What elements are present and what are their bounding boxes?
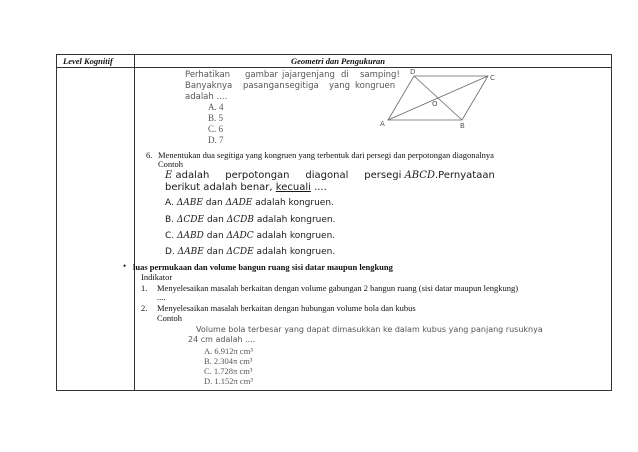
center-label-o: O xyxy=(432,100,438,108)
question-line-1 xyxy=(165,170,495,181)
column-divider xyxy=(134,55,135,390)
q-word: samping! xyxy=(360,70,400,80)
vertex-label-a: A xyxy=(380,120,385,128)
q-line: adalah .... xyxy=(185,92,228,102)
square-name: ABCD xyxy=(404,170,435,181)
question-text: adalah perpotongan diagonal persegi xyxy=(175,170,402,181)
q-word: gambar xyxy=(245,70,278,80)
question-text: berikut adalah benar, xyxy=(165,182,273,193)
option-b: B. ΔCDE dan ΔCDB adalah kongruen. xyxy=(165,215,336,225)
option-d: D. 7 xyxy=(208,135,224,145)
question-line-1: Volume bola terbesar yang dapat dimasukkan ke dalam kubus yang panjang rusuknya xyxy=(196,325,543,334)
item-number: 1. xyxy=(141,283,148,293)
option-b: B. 2.304π cm³ xyxy=(204,356,253,366)
q-word: segitiga xyxy=(285,81,319,91)
item-continuation: .... xyxy=(157,292,166,302)
item-number: 6. xyxy=(146,150,153,160)
q-word: pasangan xyxy=(243,81,285,91)
point-e: E xyxy=(165,170,173,181)
item-text: Menyelesaikan masalah berkaitan dengan hubungan volume bola dan kubus xyxy=(157,303,416,313)
contoh-label: Contoh xyxy=(157,313,183,323)
q-word: Banyaknya xyxy=(185,81,233,91)
indikator-label: Indikator xyxy=(141,272,173,282)
question-line-2 xyxy=(165,182,327,193)
q-word: di xyxy=(341,70,349,80)
item-number: 2. xyxy=(141,303,148,313)
question-text-end: .Pernyataan xyxy=(434,170,495,181)
q-word: Perhatikan xyxy=(185,70,231,80)
item-text: Menentukan dua segitiga yang kongruen yang terbentuk dari persegi dan perpotongan diagonalnya xyxy=(158,150,494,160)
vertex-label-b: B xyxy=(460,122,465,130)
vertex-label-c: C xyxy=(490,74,495,82)
option-a: A. 4 xyxy=(208,102,224,112)
vertex-label-d: D xyxy=(410,68,416,76)
ellipsis: .... xyxy=(314,182,327,193)
parallelogram-figure xyxy=(372,66,502,130)
bullet: • xyxy=(123,261,127,271)
header-geometri: Geometri dan Pengukuran xyxy=(291,56,385,66)
q-word: jajargenjang xyxy=(282,70,335,80)
option-d: D. ΔABE dan ΔCDE adalah kongruen. xyxy=(165,247,336,257)
option-c: C. ΔABD dan ΔADC adalah kongruen. xyxy=(165,231,336,241)
section-title: luas permukaan dan volume bangun ruang sisi datar maupun lengkung xyxy=(133,262,393,272)
option-c: C. 1.728π cm³ xyxy=(204,366,253,376)
option-c: C. 6 xyxy=(208,124,224,134)
contoh-label: Contoh xyxy=(158,159,184,169)
q-word: yang xyxy=(329,81,351,91)
header-divider xyxy=(57,67,611,68)
option-d: D. 1.152π cm³ xyxy=(204,376,253,386)
option-a: A. ΔABE dan ΔADE adalah kongruen. xyxy=(165,198,334,208)
item-text: Menyelesaikan masalah berkaitan dengan volume gabungan 2 bangun ruang (sisi datar maupun lengkung) xyxy=(157,283,519,293)
kecuali-word: kecuali xyxy=(275,182,311,193)
question-line-2: 24 cm adalah .... xyxy=(188,335,256,344)
option-b: B. 5 xyxy=(208,113,224,123)
header-level-kognitif: Level Kognitif xyxy=(63,56,113,66)
option-a: A. 6.912π cm³ xyxy=(204,346,253,356)
q-word: kongruen xyxy=(355,81,396,91)
diagonal-bd xyxy=(414,76,462,120)
